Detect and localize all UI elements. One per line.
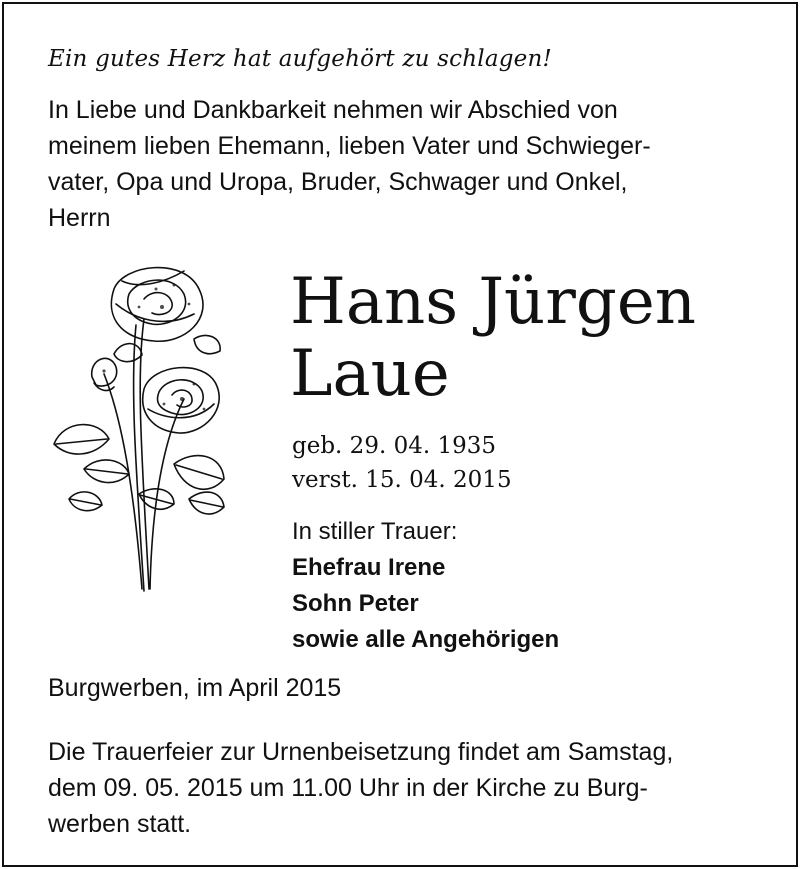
- mourners-heading: In stiller Trauer:: [292, 518, 458, 545]
- mourner-name: Sohn Peter: [292, 590, 419, 617]
- death-date: verst. 15. 04. 2015: [292, 467, 512, 493]
- service-line: dem 09. 05. 2015 um 11.00 Uhr in der Kirche zu Burg-: [48, 774, 648, 802]
- life-dates: [292, 429, 512, 497]
- intro-line: In Liebe und Dankbarkeit nehmen wir Abschied von: [48, 96, 618, 124]
- mourners-block: [292, 514, 559, 658]
- intro-line: vater, Opa und Uropa, Bruder, Schwager und Onkel,: [48, 168, 628, 196]
- mourner-name: Ehefrau Irene: [292, 554, 446, 581]
- name-first: Hans Jürgen: [290, 265, 696, 339]
- intro-line: Herrn: [48, 204, 111, 232]
- rose-drawing-icon: [44, 259, 234, 609]
- birth-date: geb. 29. 04. 1935: [292, 433, 496, 459]
- tagline: Ein gutes Herz hat aufgehört zu schlagen!: [48, 46, 552, 72]
- name-last: Laue: [290, 337, 450, 411]
- intro-line: meinem lieben Ehemann, lieben Vater und Schwieger-: [48, 132, 651, 160]
- obituary-card: [2, 2, 798, 867]
- service-notice: [48, 734, 768, 842]
- service-line: Die Trauerfeier zur Urnenbeisetzung findet am Samstag,: [48, 738, 674, 766]
- intro-text: [48, 92, 768, 236]
- place-date: Burgwerben, im April 2015: [48, 674, 342, 702]
- service-line: werben statt.: [48, 810, 192, 838]
- mourner-name: sowie alle Angehörigen: [292, 626, 560, 653]
- deceased-name: [290, 266, 696, 410]
